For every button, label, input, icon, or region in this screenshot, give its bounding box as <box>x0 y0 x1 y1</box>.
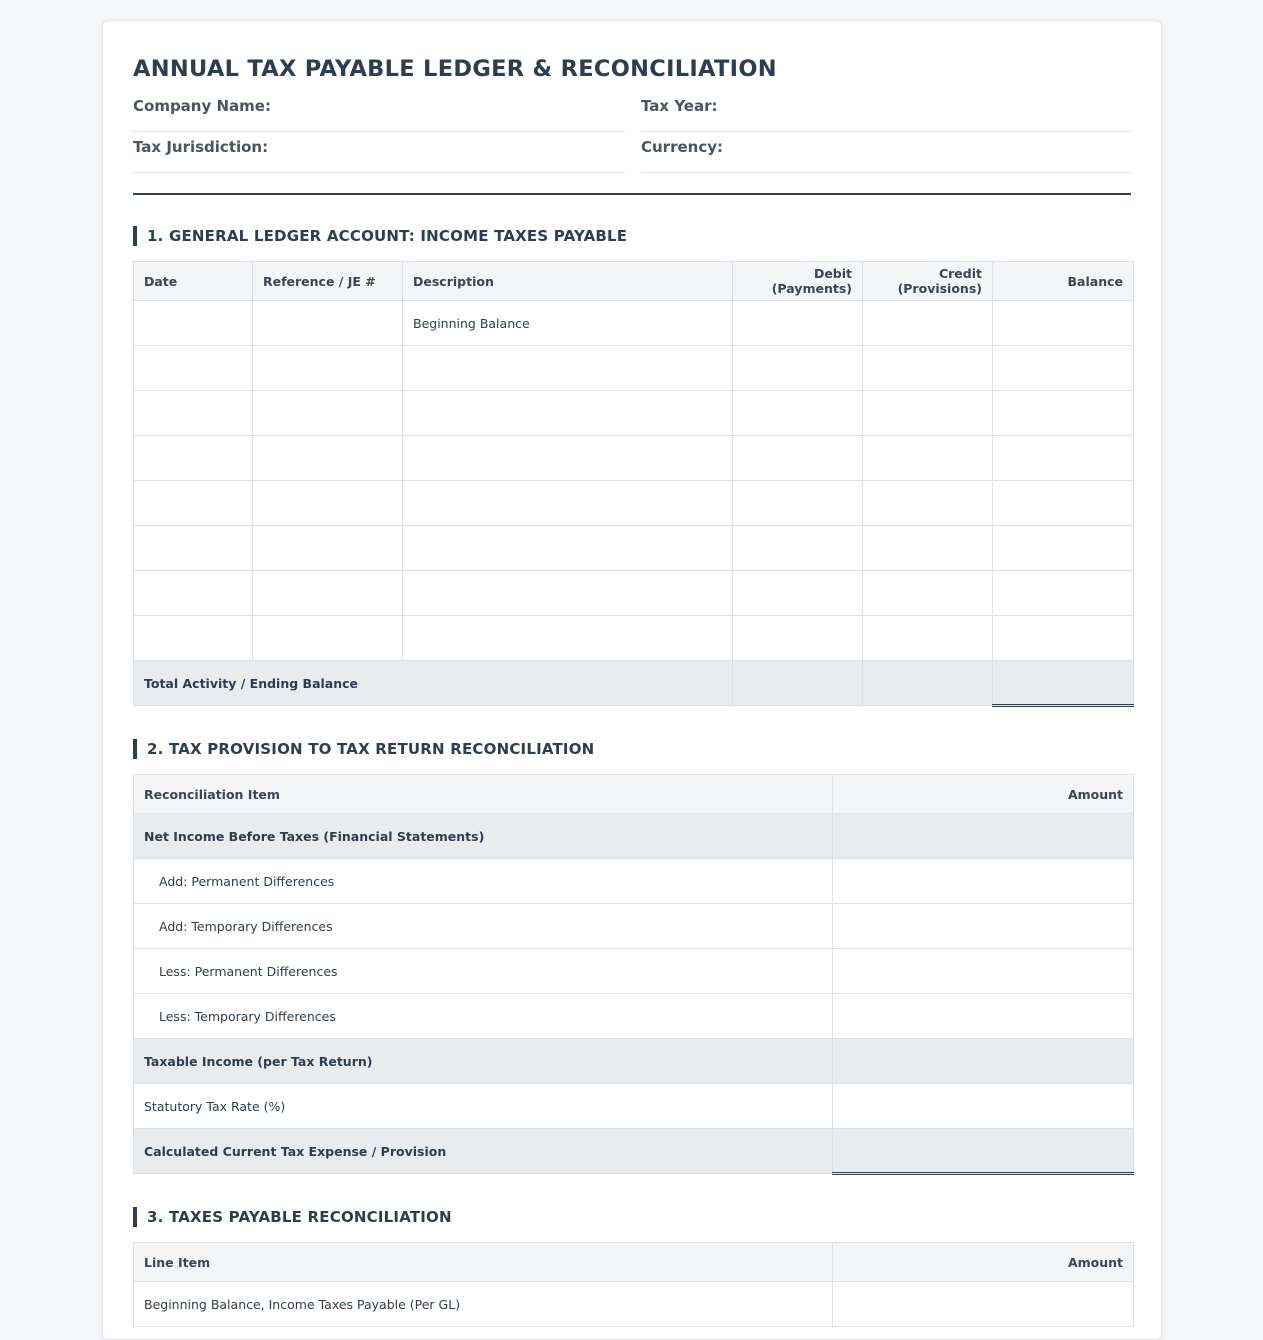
provision-item-label: Less: Permanent Differences <box>134 949 833 994</box>
ledger-cell[interactable] <box>863 526 993 571</box>
ledger-col-balance: Balance <box>993 262 1134 301</box>
ledger-cell[interactable] <box>733 436 863 481</box>
provision-row <box>134 814 1134 859</box>
ledger-cell[interactable] <box>403 571 733 616</box>
ledger-row <box>134 346 1134 391</box>
provision-item-label: Statutory Tax Rate (%) <box>134 1084 833 1129</box>
provision-amount-cell[interactable] <box>833 994 1134 1039</box>
ledger-cell[interactable] <box>733 526 863 571</box>
provision-col-item: Reconciliation Item <box>134 775 833 814</box>
ledger-cell[interactable] <box>253 391 403 436</box>
ledger-cell[interactable] <box>403 481 733 526</box>
provision-item-label: Calculated Current Tax Expense / Provision <box>134 1129 833 1174</box>
ledger-cell[interactable] <box>993 301 1134 346</box>
ledger-cell[interactable] <box>253 481 403 526</box>
ledger-cell[interactable] <box>253 526 403 571</box>
ledger-cell[interactable] <box>733 481 863 526</box>
ledger-cell[interactable] <box>134 301 253 346</box>
ledger-row <box>134 391 1134 436</box>
ledger-cell[interactable] <box>733 301 863 346</box>
document-card <box>102 20 1162 1340</box>
ledger-col-description: Description <box>403 262 733 301</box>
ledger-cell[interactable] <box>134 391 253 436</box>
provision-amount-cell[interactable] <box>833 814 1134 859</box>
ledger-cell[interactable] <box>253 346 403 391</box>
document-title: ANNUAL TAX PAYABLE LEDGER & RECONCILIATION <box>133 56 777 82</box>
ledger-cell[interactable] <box>733 346 863 391</box>
ledger-cell[interactable] <box>253 571 403 616</box>
ledger-total-label: Total Activity / Ending Balance <box>134 661 733 706</box>
payable-col-amount: Amount <box>833 1243 1134 1282</box>
provision-header-row <box>134 775 1134 814</box>
provision-item-label: Add: Temporary Differences <box>134 904 833 949</box>
ledger-ending-balance[interactable] <box>993 661 1134 706</box>
ledger-row <box>134 526 1134 571</box>
ledger-cell[interactable] <box>993 571 1134 616</box>
provision-row <box>134 904 1134 949</box>
currency-field[interactable]: Currency: <box>641 132 1133 173</box>
provision-item-label: Less: Temporary Differences <box>134 994 833 1039</box>
ledger-total-credit[interactable] <box>863 661 993 706</box>
payable-row <box>134 1282 1134 1327</box>
provision-item-label: Net Income Before Taxes (Financial Statements) <box>134 814 833 859</box>
provision-amount-cell[interactable] <box>833 859 1134 904</box>
provision-amount-cell[interactable] <box>833 949 1134 994</box>
provision-amount-cell[interactable] <box>833 1039 1134 1084</box>
provision-recon-table <box>133 774 1134 1175</box>
ledger-cell[interactable] <box>993 481 1134 526</box>
ledger-total-debit[interactable] <box>733 661 863 706</box>
provision-row <box>134 1039 1134 1084</box>
ledger-header-row <box>134 262 1134 301</box>
payable-item-label: Beginning Balance, Income Taxes Payable (Per GL) <box>134 1282 833 1327</box>
provision-row <box>134 1084 1134 1129</box>
ledger-cell[interactable] <box>134 346 253 391</box>
payable-header-row <box>134 1243 1134 1282</box>
ledger-cell[interactable] <box>403 616 733 661</box>
provision-col-amount: Amount <box>833 775 1134 814</box>
payable-amount-cell[interactable] <box>833 1282 1134 1327</box>
provision-total-amount[interactable] <box>833 1129 1134 1174</box>
ledger-cell[interactable] <box>403 391 733 436</box>
payable-col-item: Line Item <box>134 1243 833 1282</box>
ledger-cell[interactable] <box>863 436 993 481</box>
provision-item-label: Add: Permanent Differences <box>134 859 833 904</box>
ledger-row <box>134 436 1134 481</box>
header-divider <box>133 193 1131 195</box>
ledger-cell[interactable] <box>134 481 253 526</box>
ledger-cell-description[interactable]: Beginning Balance <box>403 301 733 346</box>
ledger-col-debit: Debit (Payments) <box>733 262 863 301</box>
ledger-cell[interactable] <box>863 391 993 436</box>
tax-year-field[interactable]: Tax Year: <box>641 91 1133 132</box>
provision-amount-cell[interactable] <box>833 904 1134 949</box>
ledger-cell[interactable] <box>733 571 863 616</box>
ledger-col-date: Date <box>134 262 253 301</box>
ledger-cell[interactable] <box>134 436 253 481</box>
provision-row <box>134 994 1134 1039</box>
ledger-cell[interactable] <box>403 526 733 571</box>
section-2-title: 2. TAX PROVISION TO TAX RETURN RECONCILIATION <box>133 739 1131 759</box>
provision-item-label: Taxable Income (per Tax Return) <box>134 1039 833 1084</box>
ledger-row <box>134 616 1134 661</box>
ledger-cell[interactable] <box>863 571 993 616</box>
ledger-cell[interactable] <box>733 616 863 661</box>
ledger-total-row <box>134 661 1134 706</box>
ledger-cell[interactable] <box>403 436 733 481</box>
ledger-cell[interactable] <box>863 346 993 391</box>
ledger-cell[interactable] <box>993 616 1134 661</box>
ledger-cell[interactable] <box>863 481 993 526</box>
document-meta <box>133 91 1131 173</box>
ledger-cell[interactable] <box>253 301 403 346</box>
ledger-col-credit: Credit (Provisions) <box>863 262 993 301</box>
ledger-row <box>134 301 1134 346</box>
ledger-cell[interactable] <box>993 526 1134 571</box>
ledger-row <box>134 571 1134 616</box>
section-3-title: 3. TAXES PAYABLE RECONCILIATION <box>133 1207 1131 1227</box>
ledger-col-reference: Reference / JE # <box>253 262 403 301</box>
ledger-cell[interactable] <box>993 391 1134 436</box>
company-name-field[interactable]: Company Name: <box>133 91 625 132</box>
ledger-cell[interactable] <box>134 571 253 616</box>
ledger-cell[interactable] <box>993 436 1134 481</box>
section-1-title: 1. GENERAL LEDGER ACCOUNT: INCOME TAXES PAYABLE <box>133 226 1131 246</box>
ledger-cell[interactable] <box>134 526 253 571</box>
tax-jurisdiction-field[interactable]: Tax Jurisdiction: <box>133 132 625 173</box>
ledger-cell[interactable] <box>863 616 993 661</box>
ledger-cell[interactable] <box>993 346 1134 391</box>
ledger-cell[interactable] <box>863 301 993 346</box>
ledger-cell[interactable] <box>253 436 403 481</box>
ledger-cell[interactable] <box>733 391 863 436</box>
ledger-cell[interactable] <box>253 616 403 661</box>
provision-row <box>134 859 1134 904</box>
payable-recon-table <box>133 1242 1134 1327</box>
provision-row <box>134 949 1134 994</box>
ledger-cell[interactable] <box>403 346 733 391</box>
provision-row <box>134 1129 1134 1174</box>
ledger-table <box>133 261 1134 707</box>
ledger-row <box>134 481 1134 526</box>
provision-amount-cell[interactable] <box>833 1084 1134 1129</box>
ledger-cell[interactable] <box>134 616 253 661</box>
